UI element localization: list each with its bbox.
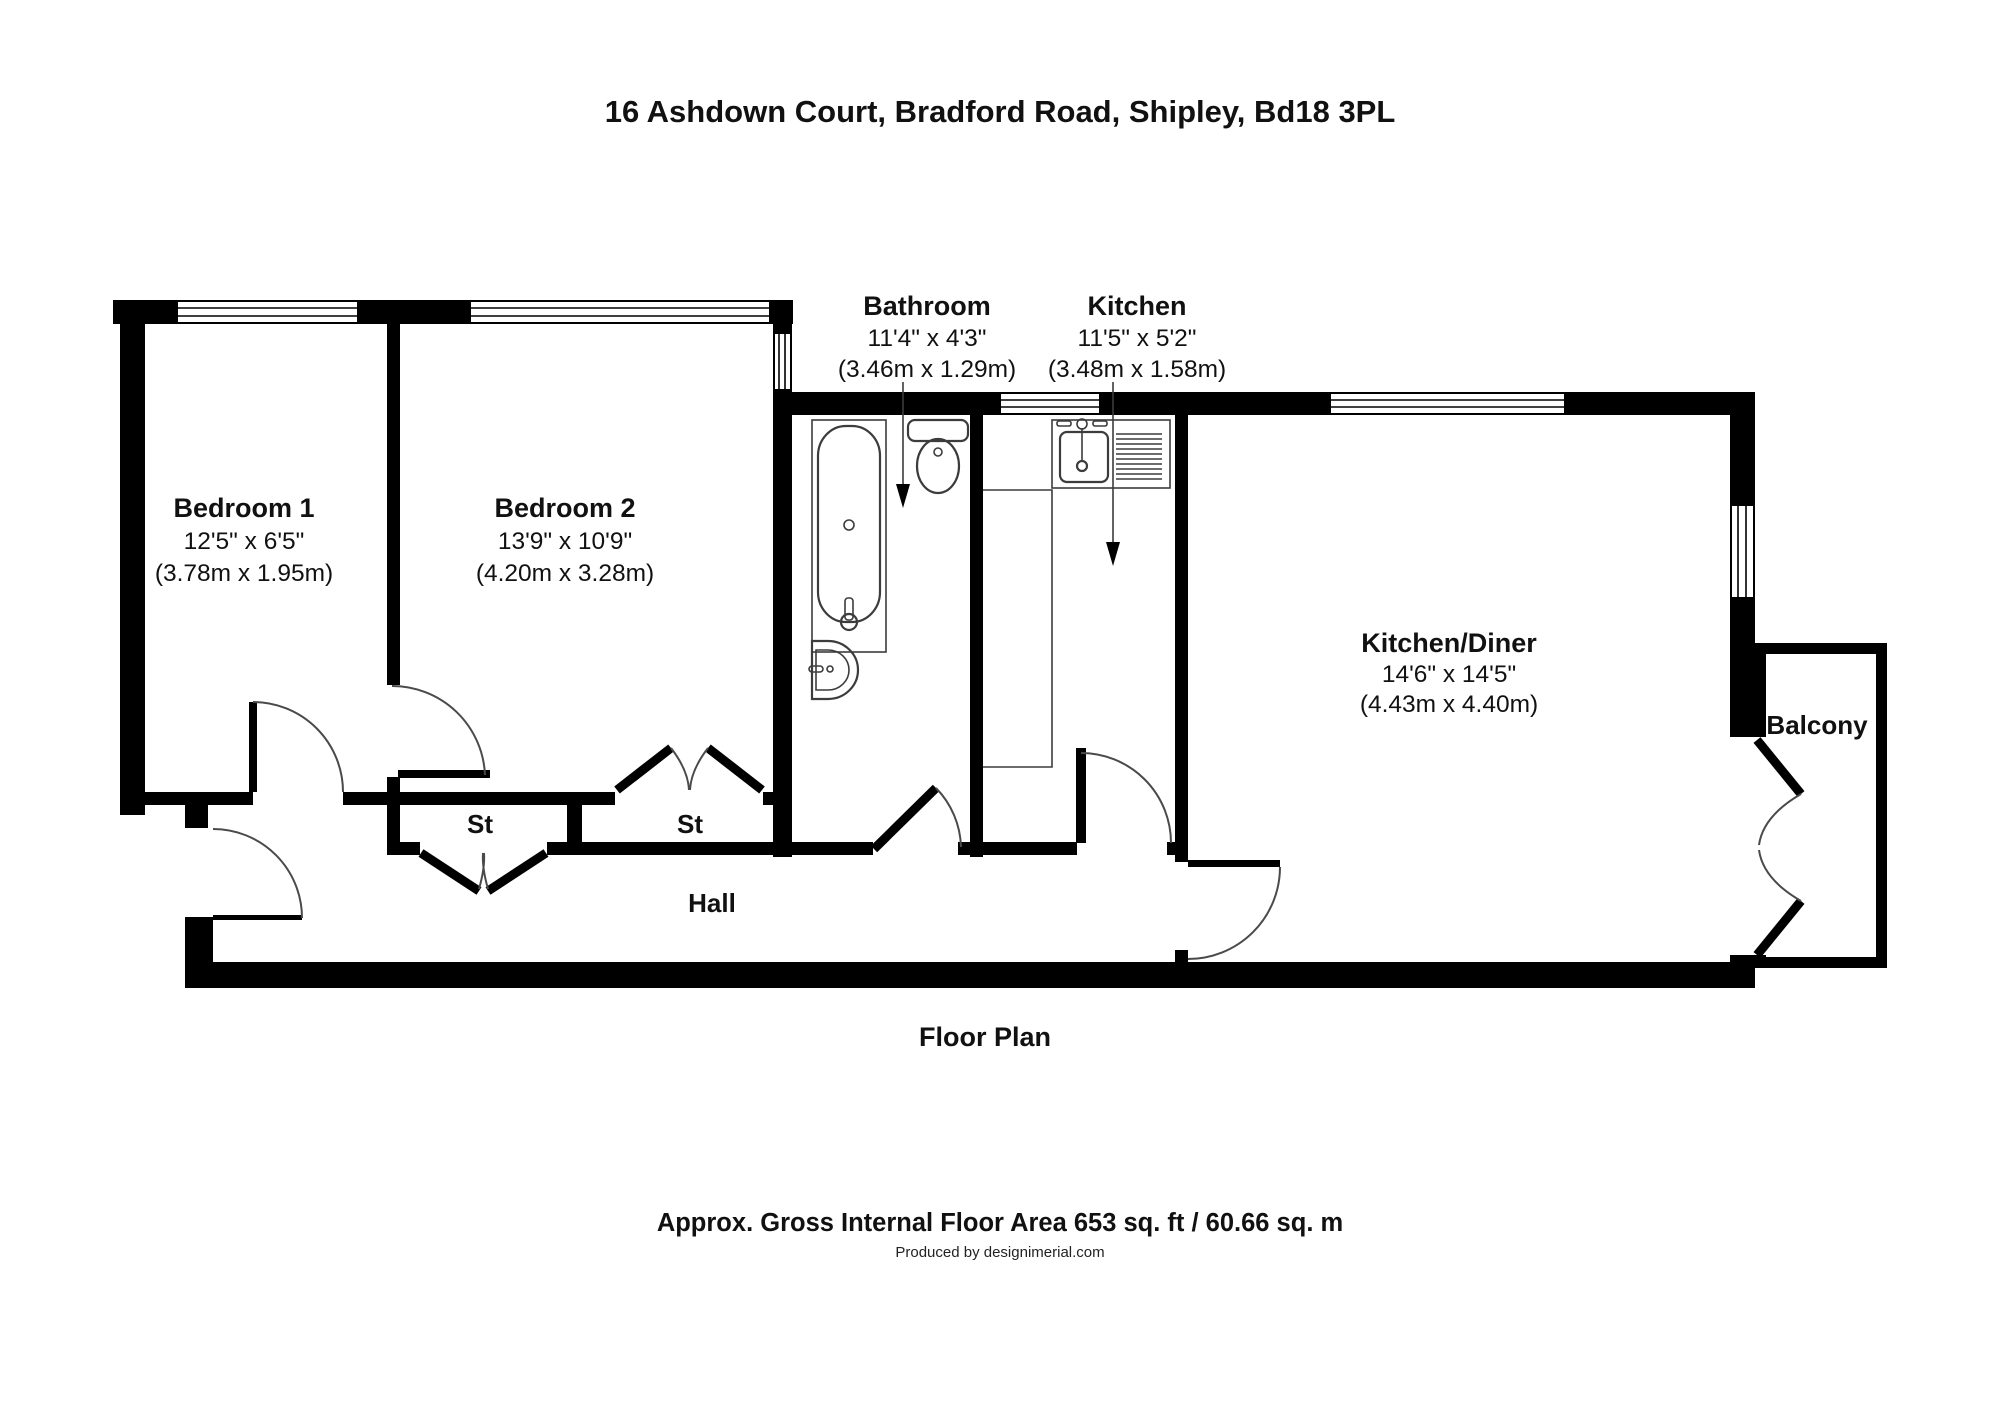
kitchen-diner-label — [1360, 628, 1538, 718]
floor-area-text: Approx. Gross Internal Floor Area 653 sq. ft / 60.66 sq. m — [656, 1209, 1344, 1237]
bedroom2-window — [470, 301, 770, 323]
bathroom-name: Bathroom — [863, 291, 991, 321]
kitchen-diner-window — [1330, 393, 1565, 414]
bathroom-dims-metric: (3.46m x 1.29m) — [837, 356, 1017, 383]
entrance-door — [213, 829, 302, 920]
doors — [213, 686, 1801, 959]
storage1-doors — [421, 853, 546, 891]
balcony-label: Balcony — [1766, 710, 1868, 740]
bedroom2-label — [476, 493, 654, 587]
bedroom1-dims-imperial: 12'5" x 6'5" — [183, 528, 305, 555]
bathroom-label — [838, 291, 1016, 383]
kitchen-name: Kitchen — [1087, 291, 1187, 321]
kitchen-diner-dims-imperial: 14'6" x 14'5" — [1381, 661, 1517, 688]
kitchen-worktop-outline — [983, 490, 1052, 767]
drainer-icon — [1116, 434, 1162, 479]
hall-kitchen-diner-door — [1188, 860, 1280, 959]
toilet-icon — [908, 420, 968, 493]
bedroom2-name: Bedroom 2 — [494, 493, 636, 523]
basin-icon — [809, 641, 858, 699]
balcony-french-doors — [1757, 740, 1801, 955]
bathroom-dims-imperial: 11'4" x 4'3" — [867, 325, 987, 352]
kitchen-dims-imperial: 11'5" x 5'2" — [1077, 325, 1197, 352]
fixtures — [809, 419, 1170, 767]
kitchen-window — [1000, 393, 1100, 414]
page-title: 16 Ashdown Court, Bradford Road, Shipley, Bd18 3PL — [604, 94, 1396, 129]
bedroom2-dims-imperial: 13'9" x 10'9" — [497, 528, 633, 555]
bathtub-icon — [812, 420, 886, 652]
kitchen-label — [1048, 291, 1226, 383]
storage2-doors — [617, 748, 762, 790]
kitchen-door — [1076, 748, 1171, 843]
plan-title: Floor Plan — [918, 1022, 1052, 1052]
kitchen-dims-metric: (3.48m x 1.58m) — [1047, 356, 1227, 383]
kitchen-diner-dims-metric: (4.43m x 4.40m) — [1359, 691, 1539, 718]
storage2-label: St — [677, 809, 703, 839]
credit-text: Produced by designimerial.com — [895, 1244, 1105, 1261]
right-wall-window — [1731, 505, 1754, 598]
bedroom1-name: Bedroom 1 — [173, 493, 315, 523]
bedroom2-dims-metric: (4.20m x 3.28m) — [475, 560, 655, 587]
hall-label: Hall — [688, 888, 736, 918]
bedroom1-door — [249, 702, 343, 792]
bedroom1-dims-metric: (3.78m x 1.95m) — [154, 560, 334, 587]
kitchen-diner-name: Kitchen/Diner — [1361, 628, 1537, 658]
bedroom1-label — [155, 493, 333, 587]
bedroom1-window — [177, 301, 358, 323]
side-window — [774, 333, 791, 390]
bathroom-door — [874, 788, 961, 849]
bedroom2-door — [392, 686, 490, 778]
storage1-label: St — [467, 809, 493, 839]
